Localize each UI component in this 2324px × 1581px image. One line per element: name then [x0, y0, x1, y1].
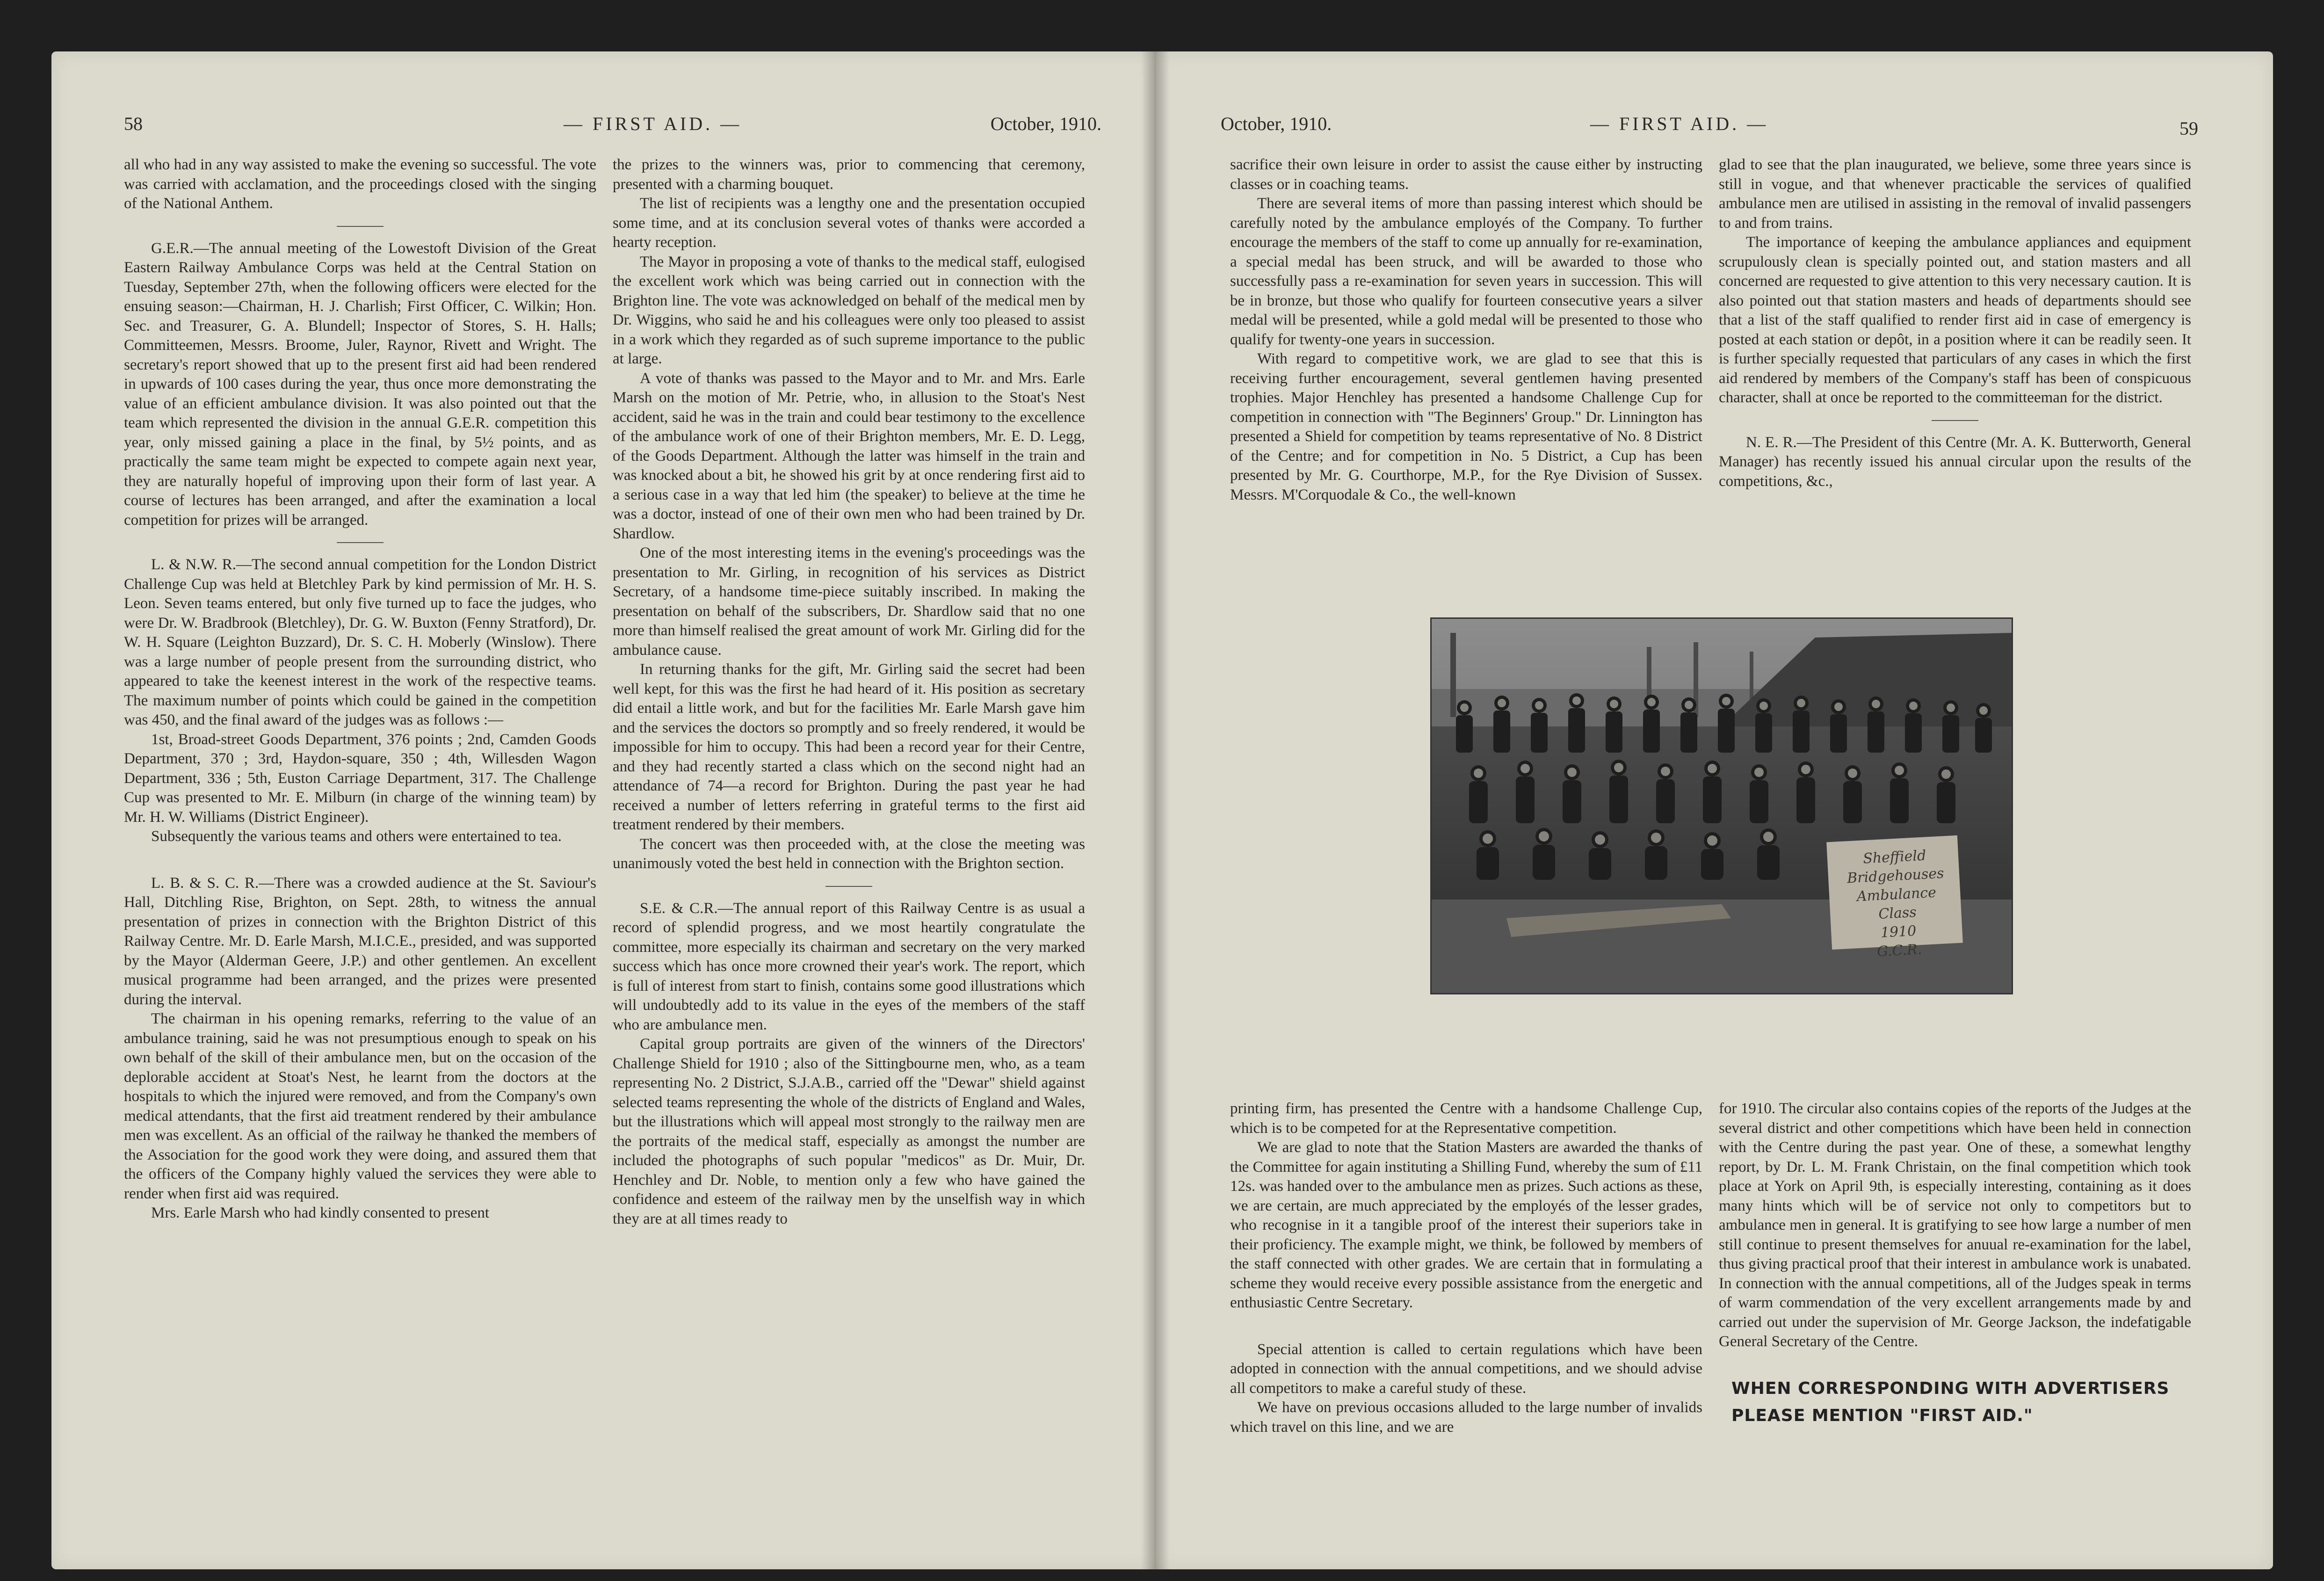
paragraph: printing firm, has presented the Centre with a handsome Challenge Cup, which is to be competed for at the Representative competition.: [1230, 1100, 1702, 1137]
paragraph: all who had in any way assisted to make the evening so successful. The vote was carried with acclamation, and the proceedings closed with the singing of the National Anthem.: [124, 156, 596, 212]
right-column-2-top: [1719, 155, 2191, 491]
group-photograph-icon: [1430, 617, 2013, 994]
paragraph: We have on previous occasions alluded to the large number of invalids which travel on this line, and we are: [1230, 1399, 1702, 1436]
paragraph: We are glad to note that the Station Masters are awarded the thanks of the Committee for again instituting a Shilling Fund, whereby the sum of £11 12s. was handed over to the ambulance men as prizes. Such actions as these, we are certain, are much appreciated by the employés of the lesser grades, who recognise in it a tangible proof of the interest their superiors take in their proficiency. The example might, we think, be followed by members of the staff connected with other grades. We are certain that in formulating a scheme they would receive every possible assistance from the energetic and enthusiastic Centre Secretary.: [1230, 1139, 1702, 1311]
paragraph: There are several items of more than passing interest which should be carefully noted by the ambulance employés of the Company. To further encourage the members of the staff to come up annually for re-examination, a special medal has been struck, and will be awarded to those who successfully pass a re-examination for seven years in succession. This will be in bronze, but those who qualify for fourteen consecutive years a silver medal will be presented, while a gold medal will be presented to those who qualify for twenty-one years in succession.: [1230, 195, 1702, 348]
paragraph: L. B. & S. C. R.—There was a crowded audience at the St. Saviour's Hall, Ditchling Rise, Brighton, on Sept. 28th, to witness the annual presentation of prizes in connection with the Brighton District of this Railway Centre. Mr. D. Earle Marsh, M.I.C.E., presided, and was supported by the Mayor (Alderman Geere, J.P.) and other gentlemen. An excellent musical programme had been arranged, and the prizes were presented during the interval.: [124, 874, 596, 1008]
right-column-2-bottom: [1719, 1099, 2191, 1352]
left-page-number: 58: [124, 113, 143, 134]
left-date: October, 1910.: [990, 113, 1101, 134]
paragraph: G.E.R.—The annual meeting of the Lowestoft Division of the Great Eastern Railway Ambulance Corps was held at the Central Station on Tuesday, September 27th, when the following officers were elected for the ensuing season:—Chairman, H. J. Charlish; First Officer, C. Wilkin; Hon. Sec. and Treasurer, G. A. Blundell; Inspector of Stores, S. H. Halls; Committeemen, Messrs. Broome, Juler, Raynor, Rivett and Wright. The secretary's report showed that up to the present first aid had been rendered in upwards of 100 cases during the year, thus once more demonstrating the value of an efficient ambulance division. It was also pointed out that the team which represented the division in the annual G.E.R. competition this year, only missed gaining a place in the final, by 5½ points, and as practically the same team might be expected to compete again next year, they are naturally hopeful of improving upon their form of last year. A course of lectures has been arranged, and after the examination a local competition for prizes will be arranged.: [124, 239, 596, 529]
left-page: [51, 51, 1155, 1569]
paragraph: S.E. & C.R.—The annual report of this Railway Centre is as usual a record of splendid progress, and we most heartily congratulate the committee, more especially its chairman and secretary on the very marked success which has once more crowned their year's work. The report, which is full of interest from start to finish, contains some good illustrations which will undoubtedly add to its value in the eyes of the members of the staff who are ambulance men.: [613, 899, 1085, 1033]
left-column-1: [124, 155, 596, 1223]
board-line: G.C.R.: [1876, 941, 1923, 960]
paragraph: sacrifice their own leisure in order to assist the cause either by instructing classes or in coaching teams.: [1230, 156, 1702, 193]
paragraph: L. & N.W. R.—The second annual competition for the London District Challenge Cup was held at Bletchley Park by kind permission of Mr. H. S. Leon. Seven teams entered, but only five turned up to face the judges, who were Dr. W. Bradbrook (Bletchley), Dr. G. W. Buxton (Fenny Stratford), Dr. W. H. Square (Leighton Buzzard), Dr. S. C. H. Moberly (Winslow). There was a large number of people present from the surrounding district, who appeared to take the keenest interest in the work of the respective teams. The maximum number of points which could be gained in the competition was 450, and the final award of the judges was as follows :—: [124, 556, 596, 728]
paragraph: The Mayor in proposing a vote of thanks to the medical staff, eulogised the excellent work which was being carried out in connection with the Brighton line. The vote was acknowledged on behalf of the medical men by Dr. Wiggins, who said he and his colleagues were only too pleased to assist in a work which they regarded as of such supreme importance to the public at large.: [613, 253, 1085, 367]
section-divider: [337, 226, 384, 227]
paragraph: The list of recipients was a lengthy one and the presentation occupied some time, and at its conclusion several votes of thanks were accorded a hearty reception.: [613, 195, 1085, 251]
advertisers-notice: WHEN CORRESPONDING WITH ADVERTISERS PLEASE MENTION "FIRST AID.": [1731, 1379, 2170, 1425]
board-line: 1910: [1880, 922, 1917, 941]
paragraph: Capital group portraits are given of the winners of the Directors' Challenge Shield for 1910 ; also of the Sittingbourne men, who, as a team representing No. 2 District, S.J.A.B., carried off the "Dewar" shield against selected teams representing the whole of the districts of England and Wales, but the illustrations which will appeal most strongly to the railway men are the portraits of the medical staff, especially as amongst the number are included the photographs of such popular "medicos" as Dr. Muir, Dr. Henchley and Dr. Noble, to mention only a few who have gained the confidence and esteem of the railway men by the unselfish way in which they are at all times ready to: [613, 1036, 1085, 1227]
paragraph: Subsequently the various teams and others were entertained to tea.: [151, 828, 562, 845]
right-date: October, 1910.: [1221, 113, 1332, 134]
board-line: Sheffield: [1862, 847, 1927, 867]
section-divider: [337, 542, 384, 543]
paragraph: the prizes to the winners was, prior to commencing that ceremony, presented with a charming bouquet.: [613, 156, 1085, 193]
paragraph: In returning thanks for the gift, Mr. Girling said the secret had been well kept, for this was the first he had heard of it. His position as secretary did entail a little work, and but for the facilities Mr. Earle Marsh gave him and the services the doctors so promptly and so freely rendered, it would be impossible for him to occupy. This had been a record year for their Centre, and they had recently started a class which on the second night had an attendance of 74—a record for Brighton. During the past year he had received a number of letters referring in grateful terms to the first aid treatment rendered by their members.: [613, 661, 1085, 833]
paragraph: Mrs. Earle Marsh who had kindly consented to present: [151, 1204, 490, 1221]
left-column-2: [613, 155, 1085, 1229]
left-running-title: — FIRST AID. —: [564, 113, 742, 134]
right-column-1-top: [1230, 155, 1702, 505]
section-divider: [1932, 420, 1978, 421]
paragraph: A vote of thanks was passed to the Mayor and to Mr. and Mrs. Earle Marsh on the motion of Mr. Petrie, who, in allusion to the Stoat's Nest accident, said he was in the train and could bear testimony to the excellence of the ambulance work of one of their Brighton members, Mr. E. D. Legg, of the Goods Department. Although the latter was himself in the train and was knocked about a bit, he showed his grit by at once rendering first aid to a serious case in a way that led him (the speaker) to believe at the time he was a doctor, instead of one of their own men who had been trained by Dr. Shardlow.: [613, 370, 1085, 542]
paragraph: N. E. R.—The President of this Centre (Mr. A. K. Butterworth, General Manager) has recently issued his annual circular upon the results of the competitions, &c.,: [1719, 434, 2191, 490]
book-gutter: [1141, 51, 1169, 1569]
paragraph: The concert was then proceeded with, at the close the meeting was unanimously voted the best held in connection with the Brighton section.: [613, 835, 1085, 872]
right-column-1-bottom: [1230, 1099, 1702, 1437]
paragraph: With regard to competitive work, we are glad to see that this is receiving further encouragement, several gentlemen having presented trophies. Major Henchley has presented a handsome Challenge Cup for competition in connection with "The Beginners' Group." Dr. Linnington has presented a Shield for competition by teams representative of No. 8 District of the Centre; and for competition in No. 5 District, a Cup has been presented by Mr. G. Courthorpe, M.P., for the Rye Division of Sussex. Messrs. M'Corquodale & Co., the well-known: [1230, 350, 1702, 503]
paragraph: The chairman in his opening remarks, referring to the value of an ambulance training, said he was not presumptious enough to speak on his own behalf of the skill of their ambulance men, but on the occasion of the deplorable accident at Stoat's Nest, he learnt from the doctors at the hospitals to which the injured were removed, and from the Company's own medical attendants, that the first aid treatment rendered by their ambulance men was excellent. As an official of the railway he thanked the members of the Association for the good work they were doing, and assured them that the officers of the Company highly valued the services they were able to render when first aid was required.: [124, 1010, 596, 1202]
paragraph: 1st, Broad-street Goods Department, 376 points ; 2nd, Camden Goods Department, 370 ; 3rd, Haydon-square, 350 ; 4th, Willesden Wagon Department, 336 ; 5th, Euston Carriage Department, 317. The Challenge Cup was presented to Mr. E. Milburn (in charge of the winning team) by Mr. H. W. Williams (District Engineer).: [124, 731, 596, 826]
paragraph: for 1910. The circular also contains copies of the reports of the Judges at the several district and other competitions which have been held in connection with the Centre during the past year. One of these, a somewhat lengthy report, by Dr. L. M. Frank Christain, on the final competition which took place at York on April 9th, is especially interesting, containing as it does many hints which will be of service not only to competitors but to ambulance men in general. It is gratifying to see how large a number of men still continue to present themselves for anuual re-examination for the label, thus giving practical proof that their interest in ambulance work is unabated. In connection with the annual competitions, all of the Judges speak in terms of warm commendation of the very excellent arrangements made by and carried out under the supervision of Mr. George Jackson, the indefatigable General Secretary of the Centre.: [1719, 1100, 2191, 1350]
paragraph: glad to see that the plan inaugurated, we believe, some three years since is still in vogue, and that whenever practicable the services of qualified ambulance men are utilised in assisting in the removal of invalid passengers to and from trains.: [1719, 156, 2191, 232]
board-line: Ambulance Class: [1856, 884, 1937, 923]
right-header: [1221, 110, 2212, 138]
left-header: [124, 110, 1120, 138]
paragraph: Special attention is called to certain regulations which have been adopted in connection with the annual competitions, and we should advise all competitors to make a careful study of these.: [1230, 1341, 1702, 1397]
paragraph: The importance of keeping the ambulance appliances and equipment scrupulously clean is specially pointed out, and station masters and all concerned are requested to give attention to this very necessary caution. It is also pointed out that station masters and heads of departments should see that a list of the staff qualified to render first aid in case of emergency is posted at each station or depôt, in a position where it can be readily seen. It is further specially requested that particulars of any cases in which the first aid rendered by members of the Company's staff has been of conspicuous character, shall at once be reported to the committeeman for the district.: [1719, 234, 2191, 406]
board-lettering: [1836, 845, 1958, 964]
board-line: Bridgehouses: [1846, 865, 1945, 887]
right-running-title: — FIRST AID. —: [1590, 113, 1769, 134]
section-divider: [825, 886, 872, 887]
right-page-number: 59: [2179, 118, 2198, 139]
paragraph: One of the most interesting items in the evening's proceedings was the presentation to Mr. Girling, in recognition of his services as District Secretary, of a handsome time-piece suitably inscribed. In making the presentation on behalf of the subscribers, Dr. Shardlow said that no one more than himself realised the great amount of work Mr. Girling did for the ambulance cause.: [613, 544, 1085, 659]
